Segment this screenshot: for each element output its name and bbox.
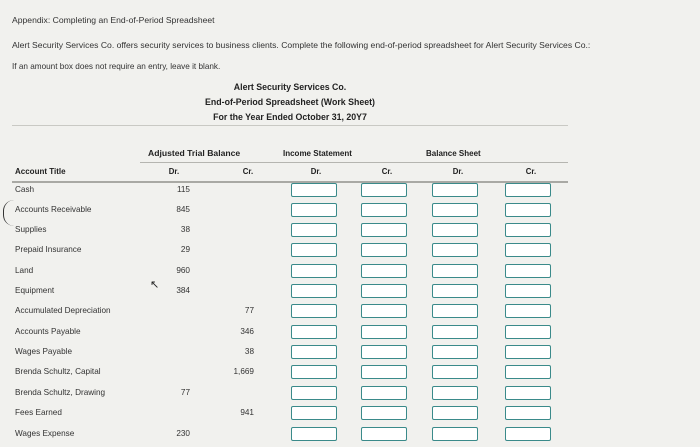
atb-dr-value: 29	[180, 245, 190, 254]
title-divider	[12, 125, 568, 126]
bs-dr-input[interactable]	[432, 223, 478, 237]
bs-dr-input[interactable]	[432, 325, 478, 339]
table-row	[0, 201, 700, 221]
is-cr-header: Cr.	[381, 167, 393, 176]
account-name: Cash	[15, 185, 35, 194]
bs-cr-input[interactable]	[505, 243, 551, 257]
mouse-cursor-icon: ↖	[150, 279, 160, 291]
is-dr-input[interactable]	[291, 284, 337, 298]
is-cr-input[interactable]	[361, 264, 407, 278]
bs-cr-header: Cr.	[525, 167, 537, 176]
account-name: Prepaid Insurance	[15, 245, 82, 254]
atb-cr-value: 941	[240, 408, 254, 417]
bs-dr-input[interactable]	[432, 284, 478, 298]
bs-dr-input[interactable]	[432, 345, 478, 359]
is-dr-input[interactable]	[291, 406, 337, 420]
income-statement-header: Income Statement	[283, 149, 352, 158]
is-cr-input[interactable]	[361, 304, 407, 318]
bs-dr-input[interactable]	[432, 386, 478, 400]
account-name: Equipment	[15, 286, 55, 295]
account-name: Brenda Schultz, Drawing	[15, 388, 106, 397]
bs-cr-input[interactable]	[505, 406, 551, 420]
is-cr-input[interactable]	[361, 365, 407, 379]
bs-cr-input[interactable]	[505, 223, 551, 237]
table-row	[0, 404, 700, 424]
bs-dr-input[interactable]	[432, 183, 478, 197]
is-cr-input[interactable]	[361, 345, 407, 359]
bs-dr-input[interactable]	[432, 365, 478, 379]
account-name: Accounts Payable	[15, 327, 81, 336]
atb-cr-header: Cr.	[242, 167, 254, 176]
atb-dr-value: 38	[180, 225, 190, 234]
is-dr-input[interactable]	[291, 304, 337, 318]
table-row	[0, 282, 700, 302]
table-row	[0, 302, 700, 322]
atb-cr-value: 346	[240, 327, 254, 336]
table-row	[0, 181, 700, 201]
bs-cr-input[interactable]	[505, 203, 551, 217]
is-cr-input[interactable]	[361, 325, 407, 339]
is-dr-input[interactable]	[291, 365, 337, 379]
bs-dr-input[interactable]	[432, 406, 478, 420]
is-cr-input[interactable]	[361, 203, 407, 217]
table-row	[0, 343, 700, 363]
atb-cr-value: 77	[244, 306, 254, 315]
is-dr-input[interactable]	[291, 223, 337, 237]
is-cr-input[interactable]	[361, 243, 407, 257]
adjusted-trial-balance-header: Adjusted Trial Balance	[148, 148, 241, 158]
account-name: Accounts Receivable	[15, 205, 92, 214]
period-title: For the Year Ended October 31, 20Y7	[213, 112, 367, 122]
is-cr-input[interactable]	[361, 406, 407, 420]
table-row	[0, 384, 700, 404]
is-cr-input[interactable]	[361, 223, 407, 237]
is-cr-input[interactable]	[361, 386, 407, 400]
account-name: Land	[15, 266, 34, 275]
is-dr-input[interactable]	[291, 325, 337, 339]
balance-sheet-header: Balance Sheet	[426, 149, 481, 158]
atb-dr-header: Dr.	[168, 167, 180, 176]
is-dr-input[interactable]	[291, 386, 337, 400]
account-name: Fees Earned	[15, 408, 62, 417]
table-row	[0, 425, 700, 445]
bs-dr-input[interactable]	[432, 243, 478, 257]
bs-cr-input[interactable]	[505, 386, 551, 400]
bs-cr-input[interactable]	[505, 284, 551, 298]
account-name: Wages Payable	[15, 347, 73, 356]
table-row	[0, 323, 700, 343]
atb-cr-value: 38	[244, 347, 254, 356]
bs-cr-input[interactable]	[505, 365, 551, 379]
company-title: Alert Security Services Co.	[233, 82, 347, 92]
is-dr-input[interactable]	[291, 243, 337, 257]
atb-dr-value: 845	[176, 205, 190, 214]
is-cr-input[interactable]	[361, 427, 407, 441]
instruction-text: Alert Security Services Co. offers security services to business clients. Complete the following end-of-period spreadsheet for Alert Security Services Co.:	[12, 40, 591, 50]
is-cr-input[interactable]	[361, 284, 407, 298]
account-name: Supplies	[15, 225, 47, 234]
group-header-divider	[140, 162, 568, 163]
is-dr-input[interactable]	[291, 203, 337, 217]
atb-dr-value: 77	[180, 388, 190, 397]
atb-dr-value: 115	[176, 185, 190, 194]
bs-cr-input[interactable]	[505, 304, 551, 318]
atb-dr-value: 384	[176, 286, 190, 295]
atb-dr-value: 230	[176, 429, 190, 438]
is-dr-input[interactable]	[291, 345, 337, 359]
atb-dr-value: 960	[176, 266, 190, 275]
appendix-heading: Appendix: Completing an End-of-Period Spreadsheet	[12, 15, 215, 25]
bs-cr-input[interactable]	[505, 345, 551, 359]
bs-dr-input[interactable]	[432, 203, 478, 217]
table-row	[0, 241, 700, 261]
bs-cr-input[interactable]	[505, 427, 551, 441]
is-dr-input[interactable]	[291, 264, 337, 278]
table-row	[0, 363, 700, 383]
bs-dr-input[interactable]	[432, 427, 478, 441]
blank-note: If an amount box does not require an entry, leave it blank.	[12, 62, 221, 71]
account-title-header: Account Title	[15, 167, 66, 176]
bs-cr-input[interactable]	[505, 183, 551, 197]
bs-cr-input[interactable]	[505, 325, 551, 339]
atb-cr-value: 1,669	[233, 367, 254, 376]
account-name: Brenda Schultz, Capital	[15, 367, 101, 376]
bs-dr-header: Dr.	[452, 167, 464, 176]
account-name: Accumulated Depreciation	[15, 306, 111, 315]
is-cr-input[interactable]	[361, 183, 407, 197]
bs-cr-input[interactable]	[505, 264, 551, 278]
sheet-title: End-of-Period Spreadsheet (Work Sheet)	[205, 97, 375, 107]
is-dr-header: Dr.	[310, 167, 322, 176]
account-name: Wages Expense	[15, 429, 75, 438]
bs-dr-input[interactable]	[432, 304, 478, 318]
table-row	[0, 221, 700, 241]
table-row	[0, 262, 700, 282]
bs-dr-input[interactable]	[432, 264, 478, 278]
is-dr-input[interactable]	[291, 427, 337, 441]
is-dr-input[interactable]	[291, 183, 337, 197]
